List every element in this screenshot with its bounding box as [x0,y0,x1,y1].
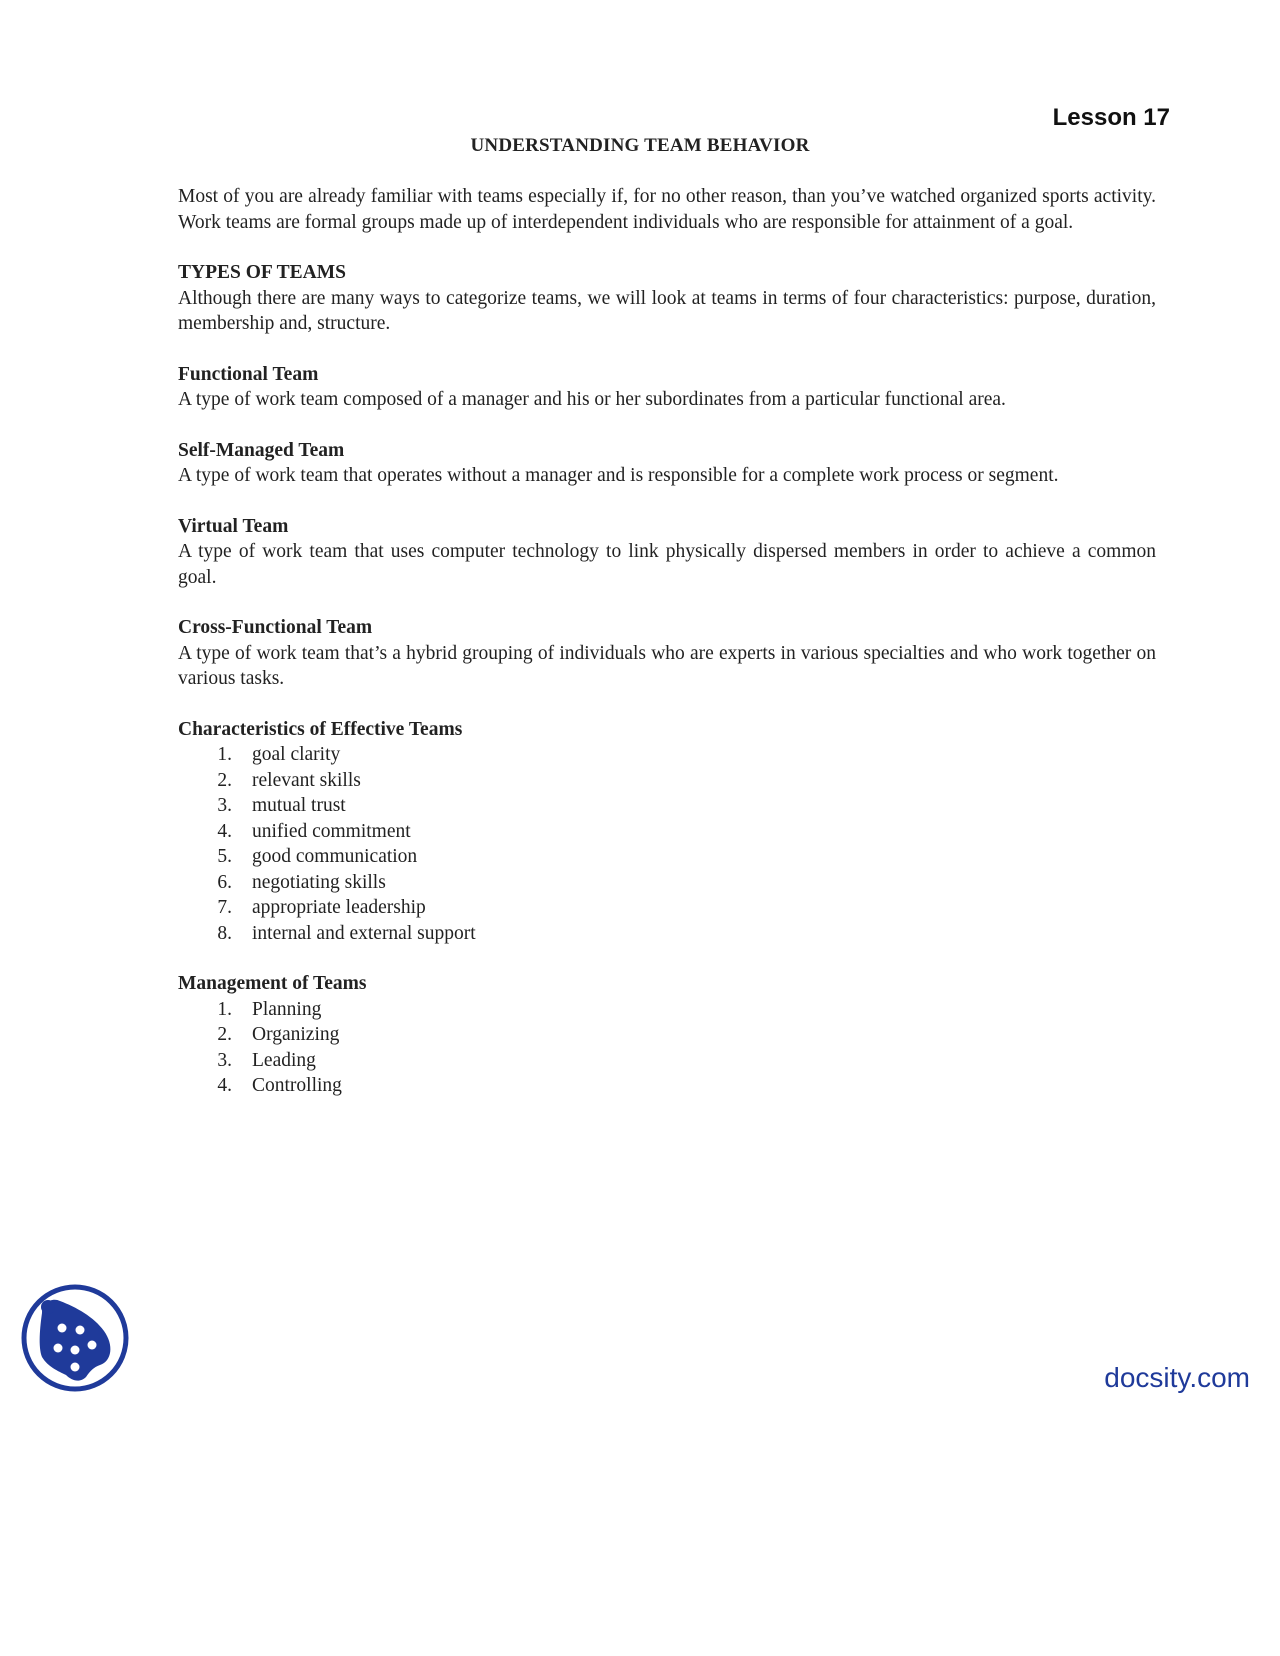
cross-functional-team-paragraph: A type of work team that’s a hybrid grouping of individuals who are experts in various specialties and who work together on various tasks. [178,642,1156,689]
document-body [178,184,1156,1124]
cross-functional-team-heading: Cross-Functional Team [178,617,373,638]
list-item: 1. Planning [217,998,322,1020]
characteristics-heading: Characteristics of Effective Teams [178,718,463,740]
page-title: UNDERSTANDING TEAM BEHAVIOR [470,135,810,156]
characteristics-list [178,742,1156,946]
cross-functional-team-section [178,615,1156,692]
list-item: 4. Controlling [217,1075,342,1096]
functional-team-paragraph: A type of work team composed of a manager and his or her subordinates from a particular functional area. [178,389,1006,410]
list-item: 7. appropriate leadership [217,897,426,918]
docsity-logo-icon[interactable] [20,1283,130,1393]
self-managed-team-paragraph: A type of work team that operates without a manager and is responsible for a complete work process or segment. [178,465,1059,486]
types-section [178,260,1156,337]
intro-paragraph: Most of you are already familiar with teams especially if, for no other reason, than you’ve watched organized sports activity. Work teams are formal groups made up of interdependent individuals who are responsible for attainment of a goal. [178,186,1156,233]
virtual-team-paragraph: A type of work team that uses computer technology to link physically dispersed members in order to achieve a common goal. [178,541,1156,588]
list-item: 5. good communication [217,846,418,867]
virtual-team-section [178,514,1156,591]
self-managed-team-section [178,438,1156,489]
list-item: 6. negotiating skills [217,871,386,893]
functional-team-section [178,362,1156,413]
list-item: 3. mutual trust [217,795,346,816]
characteristics-section [178,717,1156,947]
list-item: 4. unified commitment [217,820,411,842]
list-item: 2. relevant skills [217,769,361,791]
list-item: 3. Leading [217,1049,316,1071]
lesson-number: Lesson 17 [1052,104,1170,131]
functional-team-heading: Functional Team [178,363,319,385]
list-item: 1. goal clarity [217,744,341,765]
self-managed-team-heading: Self-Managed Team [178,439,345,461]
types-paragraph: Although there are many ways to categorize teams, we will look at teams in terms of four characteristics: purpose, duration, membership and, structure. [178,287,1156,334]
intro-section [178,184,1156,235]
types-heading: TYPES OF TEAMS [178,262,346,283]
list-item: 2. Organizing [217,1024,340,1045]
virtual-team-heading: Virtual Team [178,515,289,537]
brand-link[interactable]: docsity.com [1104,1362,1250,1393]
management-section [178,971,1156,1099]
management-list [178,997,1156,1099]
management-heading: Management of Teams [178,973,367,994]
list-item: 8. internal and external support [217,922,476,944]
